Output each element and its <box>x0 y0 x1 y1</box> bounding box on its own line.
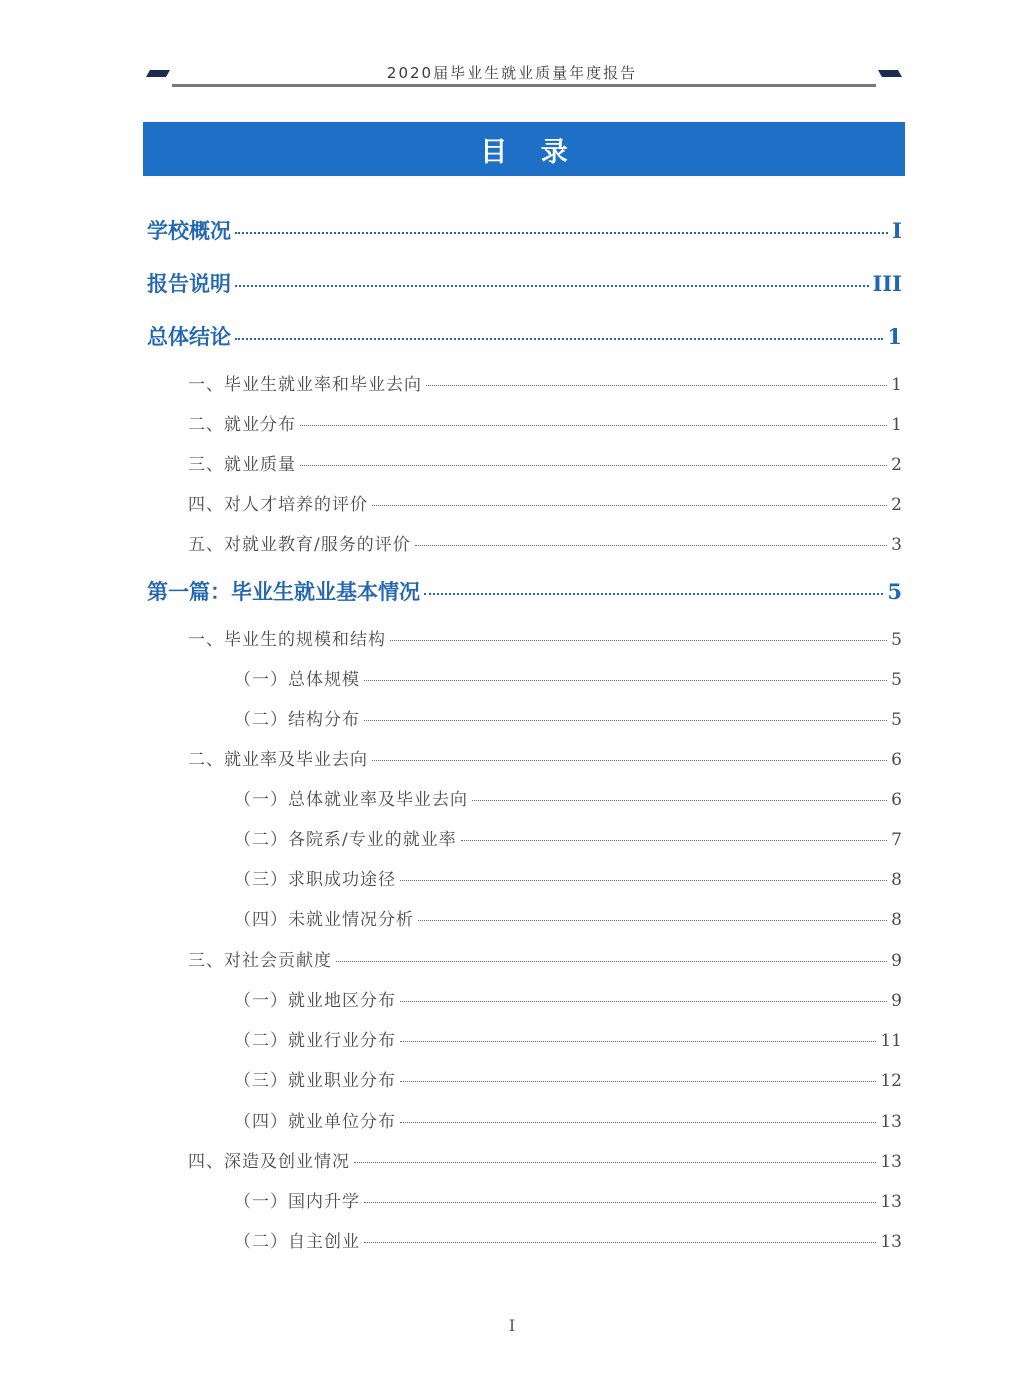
toc-entry[interactable] <box>234 825 902 850</box>
toc-entry-label: （三）求职成功途径 <box>234 870 396 890</box>
toc-entry-page-number: 1 <box>887 324 902 349</box>
toc-entry-page-number: 5 <box>891 710 902 730</box>
toc-entry-label: 二、就业分布 <box>188 415 296 435</box>
toc-entry[interactable] <box>234 1066 902 1091</box>
toc-dot-leader <box>390 640 887 641</box>
toc-entry[interactable] <box>188 410 902 435</box>
toc-dot-leader <box>364 720 887 721</box>
toc-entry-page-number: 13 <box>880 1232 902 1252</box>
toc-dot-leader <box>400 1041 876 1042</box>
toc-dot-leader <box>461 840 887 841</box>
toc-entry-page-number: 12 <box>880 1071 902 1091</box>
toc-entry-page-number: 11 <box>880 1031 902 1051</box>
toc-entry-page-number: 9 <box>891 951 902 971</box>
toc-dot-leader <box>354 1162 876 1163</box>
toc-entry-label: （二）就业行业分布 <box>234 1031 396 1051</box>
toc-dot-leader <box>400 1122 876 1123</box>
toc-entry-label: 四、对人才培养的评价 <box>188 495 368 515</box>
toc-entry[interactable] <box>234 785 902 810</box>
toc-entry[interactable] <box>188 450 902 475</box>
toc-entry[interactable] <box>234 1187 902 1212</box>
toc-dot-leader <box>336 961 887 962</box>
toc-dot-leader <box>372 505 887 506</box>
running-header-title: 2020届毕业生就业质量年度报告 <box>386 64 638 82</box>
toc-entry[interactable] <box>188 1147 902 1172</box>
toc-dot-leader <box>472 800 887 801</box>
toc-entry-label: （四）就业单位分布 <box>234 1112 396 1132</box>
toc-entry[interactable] <box>147 321 902 351</box>
toc-entry-page-number: 6 <box>891 750 902 770</box>
toc-entry-page-number: 13 <box>880 1192 902 1212</box>
toc-entry-label: 三、对社会贡献度 <box>188 951 332 971</box>
toc-entry[interactable] <box>234 665 902 690</box>
toc-entry-page-number: 7 <box>891 830 902 850</box>
toc-entry-label: （四）未就业情况分析 <box>234 910 414 930</box>
toc-entry-page-number: 5 <box>887 579 902 604</box>
toc-entry-label: （二）结构分布 <box>234 710 360 730</box>
toc-entry[interactable] <box>234 986 902 1011</box>
toc-entry-page-number: 3 <box>891 535 902 555</box>
toc-entry-label: 报告说明 <box>147 271 231 296</box>
toc-entry-label: 五、对就业教育/服务的评价 <box>188 535 411 555</box>
toc-entry-page-number: III <box>872 271 902 296</box>
toc-entry[interactable] <box>188 490 902 515</box>
toc-entry-page-number: 13 <box>880 1112 902 1132</box>
header-right-mark <box>878 70 902 77</box>
toc-entry-page-number: 1 <box>891 375 902 395</box>
toc-entry[interactable] <box>234 865 902 890</box>
toc-dot-leader <box>364 1242 876 1243</box>
toc-entry-label: （一）总体就业率及毕业去向 <box>234 790 468 810</box>
toc-entry[interactable] <box>188 745 902 770</box>
toc-entry-page-number: 2 <box>891 495 902 515</box>
toc-entry[interactable] <box>188 946 902 971</box>
toc-dot-leader <box>400 1081 876 1082</box>
toc-entry[interactable] <box>188 530 902 555</box>
toc-dot-leader <box>415 545 887 546</box>
toc-entry[interactable] <box>234 1227 902 1252</box>
toc-entry-label: 三、就业质量 <box>188 455 296 475</box>
toc-entry-page-number: 5 <box>891 630 902 650</box>
toc-entry-label: （一）就业地区分布 <box>234 991 396 1011</box>
toc-dot-leader <box>364 1202 876 1203</box>
toc-entry-label: 二、就业率及毕业去向 <box>188 750 368 770</box>
toc-title-banner <box>143 122 905 176</box>
toc-entry-page-number: 9 <box>891 991 902 1011</box>
toc-dot-leader <box>364 680 887 681</box>
toc-entry[interactable] <box>234 905 902 930</box>
toc-entry-label: （二）各院系/专业的就业率 <box>234 830 457 850</box>
toc-entry-page-number: 1 <box>891 415 902 435</box>
toc-entry[interactable] <box>234 705 902 730</box>
toc-entry-label: （二）自主创业 <box>234 1232 360 1252</box>
toc-entry-page-number: I <box>892 218 902 243</box>
toc-title: 目 录 <box>480 136 580 168</box>
toc-entry-label: 第一篇：毕业生就业基本情况 <box>147 579 420 604</box>
toc-entry[interactable] <box>188 625 902 650</box>
toc-entry-page-number: 8 <box>891 870 902 890</box>
toc-dot-leader <box>235 232 888 234</box>
toc-entry[interactable] <box>147 215 902 245</box>
toc-dot-leader <box>235 285 869 287</box>
toc-dot-leader <box>424 593 883 595</box>
toc-entry-label: （一）总体规模 <box>234 670 360 690</box>
toc-entry-page-number: 13 <box>880 1152 902 1172</box>
toc-entry[interactable] <box>234 1107 902 1132</box>
toc-dot-leader <box>400 1001 887 1002</box>
page-number: I <box>508 1316 516 1335</box>
toc-entry-label: 四、深造及创业情况 <box>188 1152 350 1172</box>
toc-entry[interactable] <box>234 1026 902 1051</box>
toc-entry[interactable] <box>147 268 902 298</box>
toc-entry-label: （三）就业职业分布 <box>234 1071 396 1091</box>
header-rule <box>172 84 876 87</box>
toc-entry-page-number: 2 <box>891 455 902 475</box>
toc-entry-label: 一、毕业生的规模和结构 <box>188 630 386 650</box>
toc-dot-leader <box>426 385 887 386</box>
toc-entry-label: 总体结论 <box>147 324 231 349</box>
toc-entry-label: 一、毕业生就业率和毕业去向 <box>188 375 422 395</box>
toc-entry[interactable] <box>147 576 902 606</box>
toc-entry[interactable] <box>188 370 902 395</box>
toc-dot-leader <box>418 920 887 921</box>
toc-dot-leader <box>300 465 887 466</box>
toc-entry-label: 学校概况 <box>147 218 231 243</box>
toc-entry-label: （一）国内升学 <box>234 1192 360 1212</box>
toc-dot-leader <box>372 760 887 761</box>
toc-dot-leader <box>235 338 883 340</box>
running-header <box>0 0 1024 100</box>
toc-entry-page-number: 8 <box>891 910 902 930</box>
toc-entry-page-number: 5 <box>891 670 902 690</box>
toc-dot-leader <box>300 425 887 426</box>
toc-entry-page-number: 6 <box>891 790 902 810</box>
toc-dot-leader <box>400 880 887 881</box>
